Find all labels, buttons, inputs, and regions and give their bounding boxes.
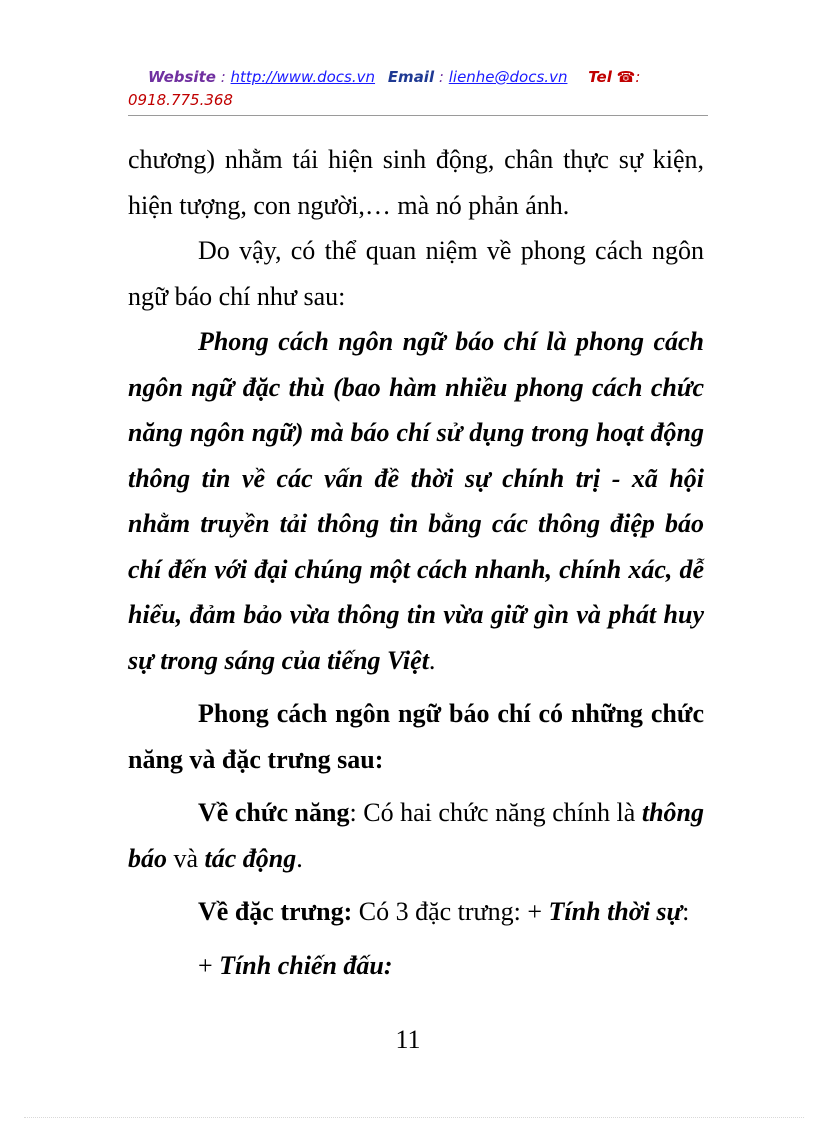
- email-separator: :: [438, 68, 444, 86]
- features-label: Về đặc trưng:: [198, 897, 353, 926]
- functions-paragraph: [128, 790, 704, 881]
- header-divider: [128, 115, 708, 116]
- email-label: Email: [387, 68, 435, 86]
- website-label: Website: [148, 68, 216, 86]
- paragraph-2: Do vậy, có thể quan niệm về phong cách ngôn ngữ báo chí như sau:: [128, 236, 704, 311]
- document-body: [128, 137, 704, 988]
- page-header: [128, 66, 708, 112]
- page-number: 11: [395, 1025, 421, 1054]
- feature-2-prefix: +: [198, 950, 220, 980]
- tel-label: Tel: [588, 68, 612, 86]
- functions-end: .: [296, 843, 303, 873]
- page-bottom-border: [24, 1117, 804, 1118]
- feature-term-2: Tính chiến đấu:: [219, 950, 393, 980]
- email-link[interactable]: lienhe@docs.vn: [448, 68, 568, 86]
- feature-2-paragraph: [128, 943, 704, 989]
- functions-label: Về chức năng: [198, 798, 350, 827]
- features-text: Có 3 đặc trưng: +: [352, 897, 549, 926]
- definition-end: .: [428, 645, 436, 675]
- functions-text: : Có hai chức năng chính là: [349, 798, 642, 827]
- function-term-1: thông báo: [128, 798, 704, 873]
- paragraph-1: chương) nhằm tái hiện sinh động, chân thực sự kiện, hiện tượng, con người,… mà nó phản ánh.: [128, 145, 704, 220]
- website-separator: :: [220, 68, 226, 86]
- definition-text: Phong cách ngôn ngữ báo chí là phong cách ngôn ngữ đặc thù (bao hàm nhiều phong cách chức năng ngôn ngữ) mà báo chí sử dụng trong hoạt động thông tin về các vấn đề thời sự chính trị - xã hội nhằm truyền tải thông tin bằng các thông điệp báo chí đến với đại chúng một cách nhanh, chính xác, dễ hiểu, đảm bảo vừa thông tin vừa giữ gìn và phát huy sự trong sáng của tiếng Việt: [128, 327, 704, 675]
- tel-separator: :: [635, 68, 641, 86]
- definition-paragraph: [128, 319, 704, 683]
- website-link[interactable]: http://www.docs.vn: [230, 68, 376, 86]
- features-paragraph: [128, 889, 704, 935]
- functions-and: và: [167, 843, 205, 873]
- function-term-2: tác động: [204, 843, 297, 873]
- functions-intro: Phong cách ngôn ngữ báo chí có những chức năng và đặc trưng sau:: [128, 699, 704, 774]
- feature-term-1: Tính thời sự: [548, 897, 683, 926]
- phone-icon: ☎: [616, 68, 636, 86]
- tel-number: 0918.775.368: [128, 91, 233, 109]
- features-end: :: [682, 897, 690, 926]
